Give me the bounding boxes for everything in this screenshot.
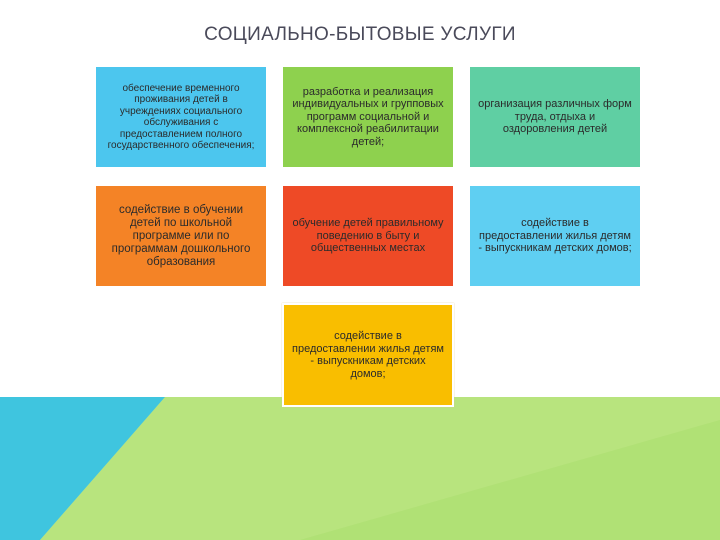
service-box-label: содействие в предоставлении жилья детям - выпускникам детских домов; <box>478 217 632 255</box>
service-box-housing-assistance <box>470 186 640 286</box>
service-box-housing-assistance-highlight <box>282 303 454 407</box>
service-box-temporary-housing <box>96 67 266 167</box>
service-box-label: обеспечение временного проживания детей в учреждениях социального обслуживания с предоставлением полного государственного обеспечения; <box>107 82 255 151</box>
service-box-label: содействие в предоставлении жилья детям - выпускникам детских домов; <box>292 330 444 380</box>
service-box-behavior-training <box>283 186 453 286</box>
service-box-labor-recreation <box>470 67 640 167</box>
service-box-label: организация различных форм труда, отдыха и оздоровления детей <box>478 98 632 136</box>
service-box-label: содействие в обучении детей по школьной программе или по программам дошкольного образования <box>111 203 251 268</box>
page-title: СОЦИАЛЬНО-БЫТОВЫЕ УСЛУГИ <box>204 24 516 45</box>
service-box-label: разработка и реализация индивидуальных и групповых программ социальной и комплексной реабилитации детей; <box>292 85 444 148</box>
service-box-label: обучение детей правильному поведению в быту и общественных местах <box>292 217 444 255</box>
service-box-rehabilitation-programs <box>283 67 453 167</box>
service-box-education-support <box>96 186 266 286</box>
